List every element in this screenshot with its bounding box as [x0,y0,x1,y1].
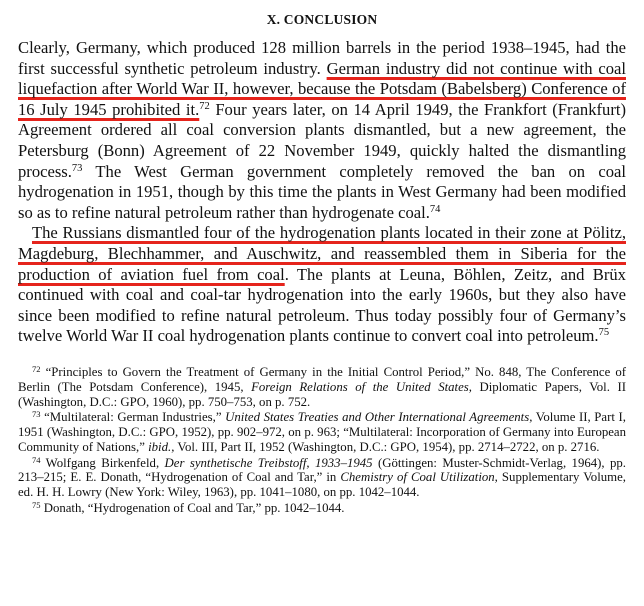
highlighted-sentence-1: German industry did not continue with coal liquefaction after World War II, however, because the Potsdam (Babelsberg) Conference of 16 July 1945 prohibited it. [18,58,626,119]
paragraph-1-text-c: The West German government completely removed the ban on coal hydrogenation in 1951, though by this time the plants in West Germany had been modified so as to refine natural petroleum rather than hydrogenate coal. [18,161,626,222]
footnote-number: 73 [32,409,41,420]
footnote-ref-74[interactable]: 74 [429,203,441,215]
highlighted-sentence-2: The Russians dismantled four of the hydrogenation plants located in their zone at Pölitz, Magdeburg, Blechhammer, and Auschwitz, and reassembled them in Siberia for the production of aviation fuel from coal [18,223,626,284]
paragraph-2-text-a: . The plants at Leuna, Böhlen, Zeitz, and Brüx continued with coal and coal-tar hydrogenation into the early 1960s, but they also have since been modified to refine natural petroleum. Thus today possibly four of Germany’s twelve World War II coal hydrogenation plants continue to convert coal into petroleum. [18,264,626,346]
paragraph-2 [18,223,626,347]
footnote-text: Wolfgang Birkenfeld, [40,455,165,470]
footnote-italic-ibid: ibid., [148,439,175,454]
footnote-75 [18,501,626,516]
paragraph-1-text-a: Clearly, Germany, which produced 128 million barrels in the period 1938–1945, had the first successful synthetic petroleum industry. [18,38,626,78]
footnote-72 [18,365,626,409]
footnote-74 [18,456,626,500]
footnote-italic-title: Foreign Relations of the United States, [251,379,472,394]
footnote-text: “Multilateral: German Industries,” [40,410,226,425]
footnote-text: “Principles to Govern the Treatment of Germany in the Initial Control Period,” No. 848, The Conference of Berlin (The Potsdam Conference), 1945, [18,364,626,394]
footnote-ref-75[interactable]: 75 [598,327,610,339]
footnote-number: 72 [32,363,41,374]
footnote-italic-title: Der synthetische Treibstoff, 1933–1945 [164,455,373,470]
paragraph-1-text-b: Four years later, on 14 April 1949, the Frankfort (Frankfurt) Agreement ordered all coal conversion plants dismantled, but a new agreement, the Petersburg (Bonn) Agreement of 22 November 1949, quickly halted the dismantling process. [18,99,626,181]
footnote-number: 75 [32,500,41,511]
footnote-text: Donath, “Hydrogenation of Coal and Tar,” pp. 1042–1044. [40,501,345,516]
footnote-ref-72[interactable]: 72 [199,100,210,112]
footnote-73 [18,410,626,454]
footnote-italic-title: United States Treaties and Other International Agreements, [225,410,533,425]
footnote-ref-73[interactable]: 73 [71,162,83,174]
footnotes [18,365,626,516]
section-heading: X. CONCLUSION [266,12,378,27]
footnote-text: (Göttingen: Muster-Schmidt-Verlag, 1964), pp. 213–215; E. E. Donath, “Hydrogenation of Coal and Tar,” in [18,455,627,485]
footnote-text: Supplementary Volume, ed. H. H. Lowry (New York: Wiley, 1963), pp. 1041–1080, on pp. 1042–1044. [18,470,626,500]
footnote-number: 74 [32,454,41,465]
paragraph-1 [18,38,626,223]
footnote-text: Vol. III, Part II, 1952 (Washington, D.C.: GPO, 1954), pp. 2714–2722, on p. 2716. [174,439,600,454]
footnote-italic-title: Chemistry of Coal Utilization, [340,470,498,485]
footnote-text: Volume II, Part I, 1951 (Washington, D.C.: GPO, 1952), pp. 902–972, on p. 963; “Multilateral: Incorporation of Germany into European Community of Nations,” [18,410,626,454]
footnote-text: Diplomatic Papers, Vol. II (Washington, D.C.: GPO, 1960), pp. 750–753, on p. 752. [18,379,626,409]
